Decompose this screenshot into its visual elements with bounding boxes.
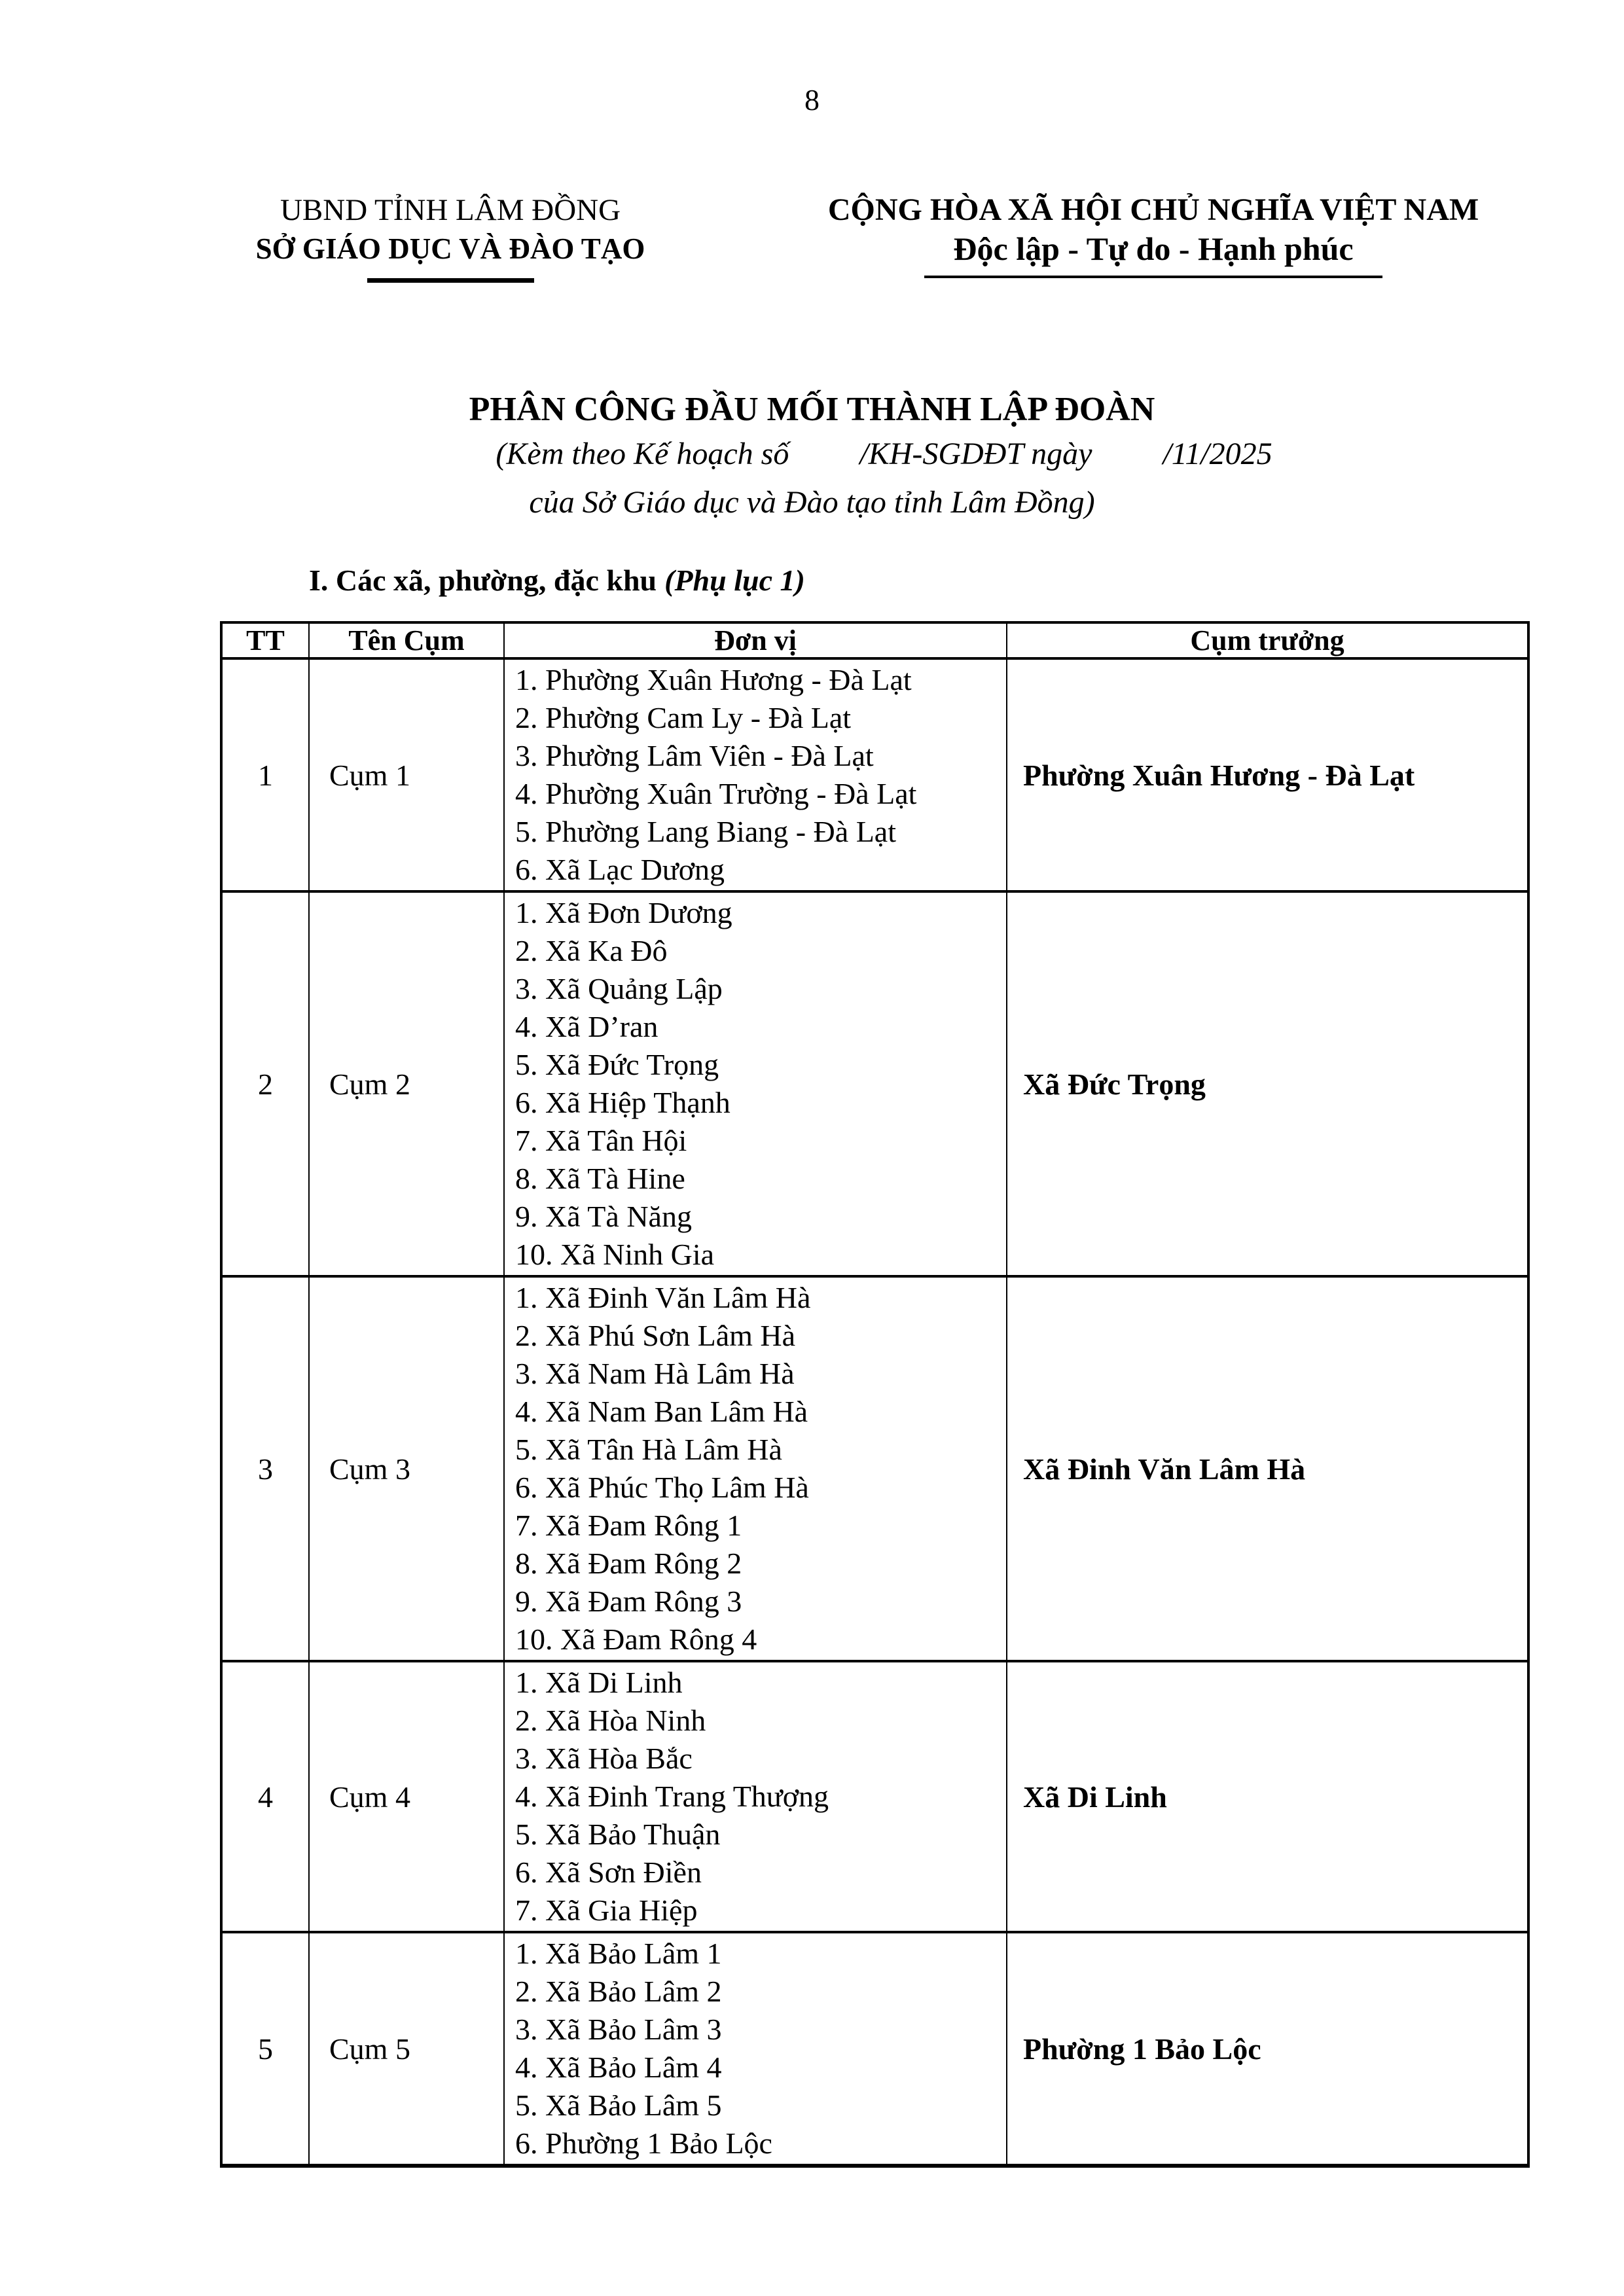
table-row xyxy=(221,1276,1528,1661)
national-title: CỘNG HÒA XÃ HỘI CHỦ NGHĨA VIỆT NAM xyxy=(827,192,1479,227)
table-row xyxy=(221,658,1528,891)
unit-line: 8. Xã Tà Hine xyxy=(515,1162,685,1195)
cluster-leader-cell: Xã Đức Trọng xyxy=(1007,891,1528,1276)
section-heading-appendix-ref: (Phụ lục 1) xyxy=(664,564,805,597)
unit-list-cell xyxy=(504,891,1007,1276)
issuer-block xyxy=(189,190,712,283)
unit-list-cell xyxy=(504,1661,1007,1932)
row-index-cell: 1 xyxy=(221,658,309,891)
issuer-parent-org: UBND TỈNH LÂM ĐỒNG xyxy=(280,193,621,227)
unit-line: 6. Xã Lạc Dương xyxy=(515,853,725,886)
unit-line: 5. Xã Bảo Thuận xyxy=(515,1818,721,1851)
unit-line: 4. Phường Xuân Trường - Đà Lạt xyxy=(515,777,917,810)
motto-underline-rule xyxy=(924,276,1382,278)
row-index-cell: 3 xyxy=(221,1276,309,1661)
unit-line: 10. Xã Đam Rông 4 xyxy=(515,1623,757,1656)
national-motto: Độc lập - Tự do - Hạnh phúc xyxy=(953,230,1354,267)
unit-line: 7. Xã Gia Hiệp xyxy=(515,1893,698,1927)
unit-line: 3. Phường Lâm Viên - Đà Lạt xyxy=(515,739,874,772)
document-subtitle-line2: của Sở Giáo dục và Đào tạo tỉnh Lâm Đồng) xyxy=(529,485,1095,520)
col-header-cluster-name: Tên Cụm xyxy=(309,622,504,658)
unit-line: 7. Xã Đam Rông 1 xyxy=(515,1509,742,1542)
cluster-leader-cell: Xã Di Linh xyxy=(1007,1661,1528,1932)
unit-line: 3. Xã Hòa Bắc xyxy=(515,1742,693,1775)
cluster-name-cell: Cụm 1 xyxy=(309,658,504,891)
document-subtitle-line1: (Kèm theo Kế hoạch số /KH-SGDĐT ngày /11/2025 xyxy=(496,437,1272,471)
unit-list-cell xyxy=(504,658,1007,891)
unit-line: 3. Xã Bảo Lâm 3 xyxy=(515,2013,722,2046)
row-index-cell: 4 xyxy=(221,1661,309,1932)
unit-list-cell xyxy=(504,1276,1007,1661)
unit-line: 4. Xã D’ran xyxy=(515,1010,659,1043)
unit-line: 1. Xã Đơn Dương xyxy=(515,896,732,929)
col-header-units: Đơn vị xyxy=(504,622,1007,658)
section-heading xyxy=(309,563,805,598)
unit-line: 4. Xã Đinh Trang Thượng xyxy=(515,1780,829,1813)
cluster-leader-cell: Phường 1 Bảo Lộc xyxy=(1007,1932,1528,2166)
unit-line: 5. Xã Bảo Lâm 5 xyxy=(515,2089,722,2122)
unit-line: 2. Xã Ka Đô xyxy=(515,934,668,967)
unit-list-cell xyxy=(504,1932,1007,2166)
table-header xyxy=(221,622,1528,658)
unit-line: 6. Xã Hiệp Thạnh xyxy=(515,1086,731,1119)
cluster-name-cell: Cụm 4 xyxy=(309,1661,504,1932)
table-row xyxy=(221,1661,1528,1932)
unit-line: 2. Phường Cam Ly - Đà Lạt xyxy=(515,701,852,734)
unit-line: 5. Xã Đức Trọng xyxy=(515,1048,719,1081)
unit-line: 7. Xã Tân Hội xyxy=(515,1124,687,1157)
cluster-table-body xyxy=(221,658,1528,2166)
table-row xyxy=(221,891,1528,1276)
issuer-org-name: SỞ GIÁO DỤC VÀ ĐÀO TẠO xyxy=(255,232,645,265)
unit-line: 6. Phường 1 Bảo Lộc xyxy=(515,2126,772,2160)
unit-line: 8. Xã Đam Rông 2 xyxy=(515,1547,742,1580)
unit-line: 1. Xã Đinh Văn Lâm Hà xyxy=(515,1281,811,1314)
cluster-leader-cell: Xã Đinh Văn Lâm Hà xyxy=(1007,1276,1528,1661)
unit-line: 2. Xã Hòa Ninh xyxy=(515,1704,706,1737)
unit-line: 9. Xã Đam Rông 3 xyxy=(515,1585,742,1618)
unit-line: 6. Xã Phúc Thọ Lâm Hà xyxy=(515,1471,809,1504)
unit-line: 2. Xã Bảo Lâm 2 xyxy=(515,1975,722,2008)
unit-line: 6. Xã Sơn Điền xyxy=(515,1856,702,1889)
unit-line: 1. Xã Bảo Lâm 1 xyxy=(515,1937,722,1970)
unit-line: 4. Xã Bảo Lâm 4 xyxy=(515,2051,722,2084)
row-index-cell: 5 xyxy=(221,1932,309,2166)
section-heading-text: I. Các xã, phường, đặc khu xyxy=(309,564,657,597)
unit-line: 3. Xã Quảng Lập xyxy=(515,972,723,1005)
table-header-row xyxy=(221,622,1528,658)
unit-line: 2. Xã Phú Sơn Lâm Hà xyxy=(515,1319,796,1352)
cluster-assignment-table xyxy=(220,621,1530,2168)
national-motto-block xyxy=(793,190,1513,278)
page-number: 8 xyxy=(804,83,820,117)
unit-line: 10. Xã Ninh Gia xyxy=(515,1238,715,1271)
unit-line: 9. Xã Tà Năng xyxy=(515,1200,692,1233)
unit-line: 5. Xã Tân Hà Lâm Hà xyxy=(515,1433,782,1466)
unit-line: 5. Phường Lang Biang - Đà Lạt xyxy=(515,815,896,848)
col-header-cluster-leader: Cụm trưởng xyxy=(1007,622,1528,658)
document-title: PHÂN CÔNG ĐẦU MỐI THÀNH LẬP ĐOÀN xyxy=(469,391,1155,428)
row-index-cell: 2 xyxy=(221,891,309,1276)
unit-line: 4. Xã Nam Ban Lâm Hà xyxy=(515,1395,808,1428)
unit-line: 1. Phường Xuân Hương - Đà Lạt xyxy=(515,663,912,696)
cluster-name-cell: Cụm 3 xyxy=(309,1276,504,1661)
cluster-name-cell: Cụm 2 xyxy=(309,891,504,1276)
cluster-name-cell: Cụm 5 xyxy=(309,1932,504,2166)
issuer-underline-rule xyxy=(367,278,534,283)
unit-line: 3. Xã Nam Hà Lâm Hà xyxy=(515,1357,795,1390)
col-header-tt: TT xyxy=(221,622,309,658)
table-row xyxy=(221,1932,1528,2166)
cluster-leader-cell: Phường Xuân Hương - Đà Lạt xyxy=(1007,658,1528,891)
unit-line: 1. Xã Di Linh xyxy=(515,1666,683,1699)
